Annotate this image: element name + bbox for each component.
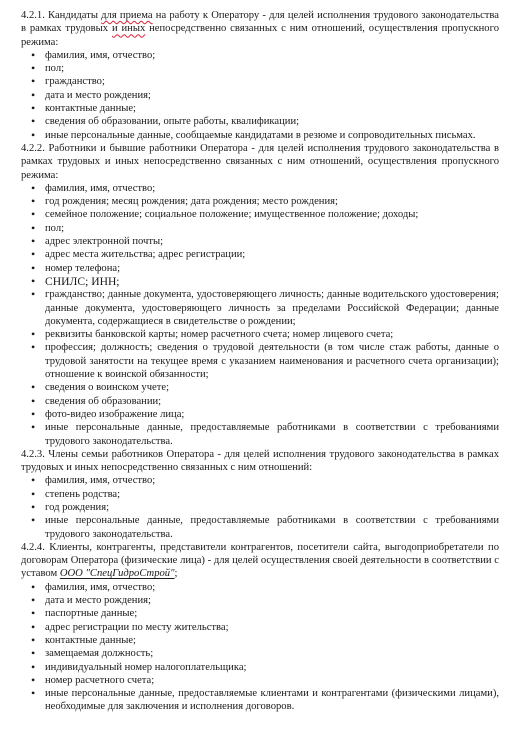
list-item: • иные персональные данные, предоставляемые клиентами и контрагентами (физическими лицами), необходимые для заключения и исполнения договоров. [45, 687, 499, 714]
section-4-2-1-list [21, 49, 499, 142]
list-item: • контактные данные; [45, 634, 499, 647]
list-item: • СНИЛС; ИНН; [45, 275, 499, 288]
list-item: • контактные данные; [45, 102, 499, 115]
spellcheck-underlined-text: для приема [101, 10, 153, 21]
section-4-2-2-list [21, 182, 499, 448]
list-item: • паспортные данные; [45, 607, 499, 620]
list-item: • пол; [45, 222, 499, 235]
list-item: • номер расчетного счета; [45, 674, 499, 687]
list-item: • сведения об образовании; [45, 395, 499, 408]
company-name: ООО "СпецГидроСтрой" [59, 568, 175, 580]
section-4-2-1-intro [21, 9, 499, 49]
list-item: • семейное положение; социальное положение; имущественное положение; доходы; [45, 208, 499, 221]
section-4-2-3-intro: 4.2.3. Члены семьи работников Оператора - для целей исполнения трудового законодательства в рамках трудовых и иных непосредственно связанных с ним отношений: [21, 448, 499, 474]
list-item: • фамилия, имя, отчество; [45, 581, 499, 594]
list-item: • год рождения; [45, 501, 499, 514]
list-item: • гражданство; [45, 75, 499, 88]
list-item: • номер телефона; [45, 262, 499, 275]
list-item: • иные персональные данные, предоставляемые работниками в соответствии с требованиями трудового законодательства. [45, 514, 499, 541]
list-item: • гражданство; данные документа, удостоверяющего личность; данные водительского удостоверения; данные документа, удостоверяющего личность за пределами Российской Федерации; данные документа, содержащиеся в свидетельстве о рождении; [45, 288, 499, 328]
list-item: • профессия; должность; сведения о трудовой деятельности (в том числе стаж работы, данные о трудовой занятости на текущее время с указанием наименования и расчетного счета организации); отношение к воинской обязанности; [45, 341, 499, 381]
text-span: непосредственно связанных с ним отношений, осуществления пропускного режима: [21, 23, 499, 48]
list-item: • адрес места жительства; адрес регистрации; [45, 248, 499, 261]
list-item: • замещаемая должность; [45, 647, 499, 660]
list-item: • фото-видео изображение лица; [45, 408, 499, 421]
list-item: • дата и место рождения; [45, 89, 499, 102]
list-item: • пол; [45, 62, 499, 75]
section-4-2-4-list [21, 581, 499, 714]
section-4-2-2-intro: 4.2.2. Работники и бывшие работники Оператора - для целей исполнения трудового законодательства в рамках трудовых и иных непосредственно связанных с ним отношений, осуществления пропускного режима: [21, 142, 499, 181]
list-item: • иные персональные данные, предоставляемые работниками в соответствии с требованиями трудового законодательства. [45, 421, 499, 448]
text-span: ; [174, 568, 178, 580]
list-item: • адрес электронной почты; [45, 235, 499, 248]
text-span: на работу к Оператору - для целей исполнения трудового законодательства в рамках трудовых [21, 10, 499, 35]
section-4-2-3-list [21, 474, 499, 540]
list-item: • иные персональные данные, сообщаемые кандидатами в резюме и сопроводительных письмах. [45, 129, 499, 142]
list-item: • дата и место рождения; [45, 594, 499, 607]
section-4-2-4-intro [21, 541, 499, 581]
text-span: 4.2.1. Кандидаты [21, 10, 102, 21]
list-item: • реквизиты банковской карты; номер расчетного счета; номер лицевого счета; [45, 328, 499, 341]
list-item: • сведения об образовании, опыте работы, квалификации; [45, 115, 499, 128]
list-item: • фамилия, имя, отчество; [45, 49, 499, 62]
list-item: • степень родства; [45, 488, 499, 501]
list-item: • фамилия, имя, отчество; [45, 474, 499, 487]
list-item: • фамилия, имя, отчество; [45, 182, 499, 195]
list-item: • адрес регистрации по месту жительства; [45, 621, 499, 634]
spellcheck-underlined-text: и иных [111, 23, 146, 35]
list-item: • индивидуальный номер налогоплательщика; [45, 661, 499, 674]
text-span: 4.2.4. Клиенты, контрагенты, представители контрагентов, посетители сайта, выгодоприобретатели по договорам Оператора (физические лица) - для целей осуществления своей деятельности в соответствии с уставом [21, 541, 499, 580]
list-item: • сведения о воинском учете; [45, 381, 499, 394]
list-item: • год рождения; месяц рождения; дата рождения; место рождения; [45, 195, 499, 208]
